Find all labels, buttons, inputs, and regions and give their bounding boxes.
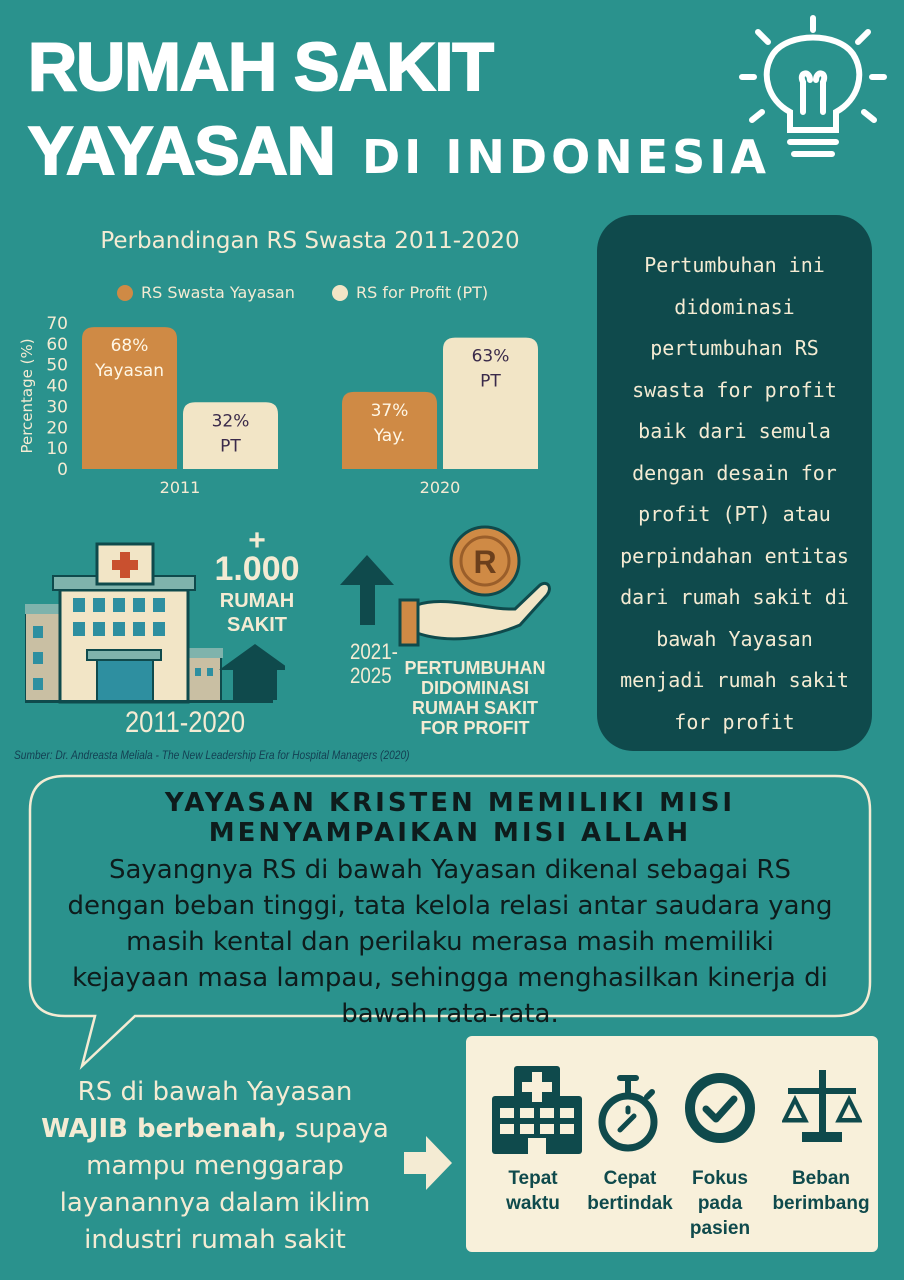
body-line: masih kental dan perilaku merasa masih memiliki — [126, 927, 774, 957]
side-line: profit (PT) atau — [638, 502, 831, 526]
legend-swatch — [332, 285, 348, 301]
y-tick-label: 30 — [46, 397, 68, 418]
side-line: perpindahan entitas — [620, 543, 849, 568]
value-label: pasien — [689, 1218, 751, 1239]
cta-line: layanannya dalam iklim — [59, 1188, 371, 1218]
title-line-1: RUMAH SAKIT — [28, 29, 493, 105]
value-label: berimbang — [772, 1193, 870, 1214]
period-end: 2025 — [350, 663, 392, 688]
growth-explanation-box — [597, 215, 872, 751]
period-2021-2025 — [350, 640, 398, 688]
hospital-icon — [492, 1066, 582, 1154]
bar-series-label: Yay. — [373, 425, 406, 446]
bar-series-label: PT — [220, 436, 241, 457]
growth-line: DIDOMINASI — [421, 678, 529, 698]
bar-value-label: 63% — [471, 346, 510, 367]
period-2011-2020: 2011-2020 — [124, 706, 246, 739]
count-label-1: RUMAH — [219, 590, 295, 612]
count-label-2: SAKIT — [227, 614, 287, 636]
call-to-action — [20, 1074, 410, 1259]
growth-line: RUMAH SAKIT — [412, 698, 538, 718]
body-line: dengan beban tinggi, tata kelola relasi antar saudara yang — [67, 891, 833, 921]
side-line: baik dari semula — [638, 419, 831, 443]
body-line: Sayangnya RS di bawah Yayasan dikenal sebagai RS — [108, 855, 791, 885]
cta-line: RS di bawah Yayasan — [77, 1077, 353, 1107]
title-line-2: YAYASAN — [28, 113, 335, 189]
bar-value-label: 68% — [110, 336, 149, 357]
values-panel — [466, 1036, 878, 1252]
value-label: bertindak — [587, 1193, 673, 1214]
bar-chart — [0, 300, 580, 500]
bar-series-label: PT — [480, 371, 501, 392]
legend-label: RS for Profit (PT) — [356, 283, 489, 302]
arrow-right-icon — [404, 1136, 454, 1190]
side-line: Pertumbuhan ini — [644, 253, 825, 277]
cta-line: mampu menggarap — [86, 1151, 344, 1181]
lightbulb-icon — [738, 12, 888, 170]
value-label: Beban — [791, 1168, 851, 1189]
side-line: swasta for profit — [632, 377, 837, 402]
value-label: Cepat — [603, 1168, 657, 1189]
check-circle-icon — [684, 1072, 756, 1144]
side-line: didominasi — [674, 294, 795, 319]
legend-swatch — [117, 285, 133, 301]
bubble-heading — [60, 788, 840, 848]
stopwatch-icon — [596, 1072, 662, 1156]
plus-sign: + — [248, 524, 266, 557]
scales-icon — [782, 1070, 862, 1150]
chart-title: Perbandingan RS Swasta 2011-2020 — [100, 228, 520, 254]
value-label: waktu — [506, 1193, 560, 1214]
body-line: kejayaan masa lampau, sehingga menghasilkan kinerja di — [72, 963, 828, 993]
y-tick-label: 50 — [46, 355, 68, 376]
heading-line: YAYASAN KRISTEN MEMILIKI MISI — [164, 788, 736, 818]
bar-value-label: 32% — [211, 411, 250, 432]
side-line: bawah Yayasan — [656, 626, 813, 651]
value-label: Fokus — [692, 1168, 748, 1189]
side-line: dengan desain for — [632, 460, 837, 485]
cta-rest: supaya — [286, 1114, 389, 1144]
cta-line — [20, 1111, 410, 1148]
value-item-cepat-bertindak — [582, 1166, 678, 1216]
growth-text — [395, 658, 555, 738]
x-tick-label: 2020 — [419, 478, 461, 497]
value-label: pada — [697, 1193, 743, 1214]
value-item-fokus-pasien — [682, 1166, 758, 1241]
bubble-body — [60, 852, 840, 1032]
bar-value-label: 37% — [370, 400, 409, 421]
coin-letter: R — [473, 544, 497, 580]
growth-line: FOR PROFIT — [420, 718, 530, 738]
y-tick-label: 40 — [46, 376, 68, 397]
source-citation: Sumber: Dr. Andreasta Meliala - The New Leadership Era for Hospital Managers (2020) — [14, 748, 410, 762]
side-line: for profit — [674, 709, 795, 734]
legend-label: RS Swasta Yayasan — [141, 283, 295, 302]
value-item-tepat-waktu — [494, 1166, 572, 1216]
period-start: 2021- — [350, 639, 398, 664]
y-tick-label: 20 — [46, 418, 68, 439]
x-tick-label: 2011 — [159, 478, 201, 497]
value-item-beban-berimbang — [766, 1166, 876, 1216]
cta-line: industri rumah sakit — [84, 1225, 346, 1255]
body-line: bawah rata-rata. — [341, 999, 559, 1029]
y-tick-label: 0 — [57, 460, 68, 480]
heading-line: MENYAMPAIKAN MISI ALLAH — [208, 818, 692, 848]
growth-line: PERTUMBUHAN — [404, 658, 546, 678]
value-label: Tepat — [508, 1168, 558, 1189]
title-line-2-small: DI INDONESIA — [362, 130, 770, 184]
y-tick-label: 10 — [46, 439, 68, 460]
side-line: menjadi rumah sakit — [620, 668, 849, 692]
side-line: pertumbuhan RS — [650, 336, 819, 360]
cta-bold: WAJIB berbenah, — [41, 1114, 287, 1144]
y-axis-label: Percentage (%) — [18, 338, 36, 454]
hospital-count: 1.000 — [214, 550, 300, 588]
y-tick-label: 70 — [46, 314, 68, 334]
bar-series-label: Yayasan — [95, 361, 164, 382]
side-line: dari rumah sakit di — [620, 585, 849, 609]
y-tick-label: 60 — [46, 334, 68, 355]
